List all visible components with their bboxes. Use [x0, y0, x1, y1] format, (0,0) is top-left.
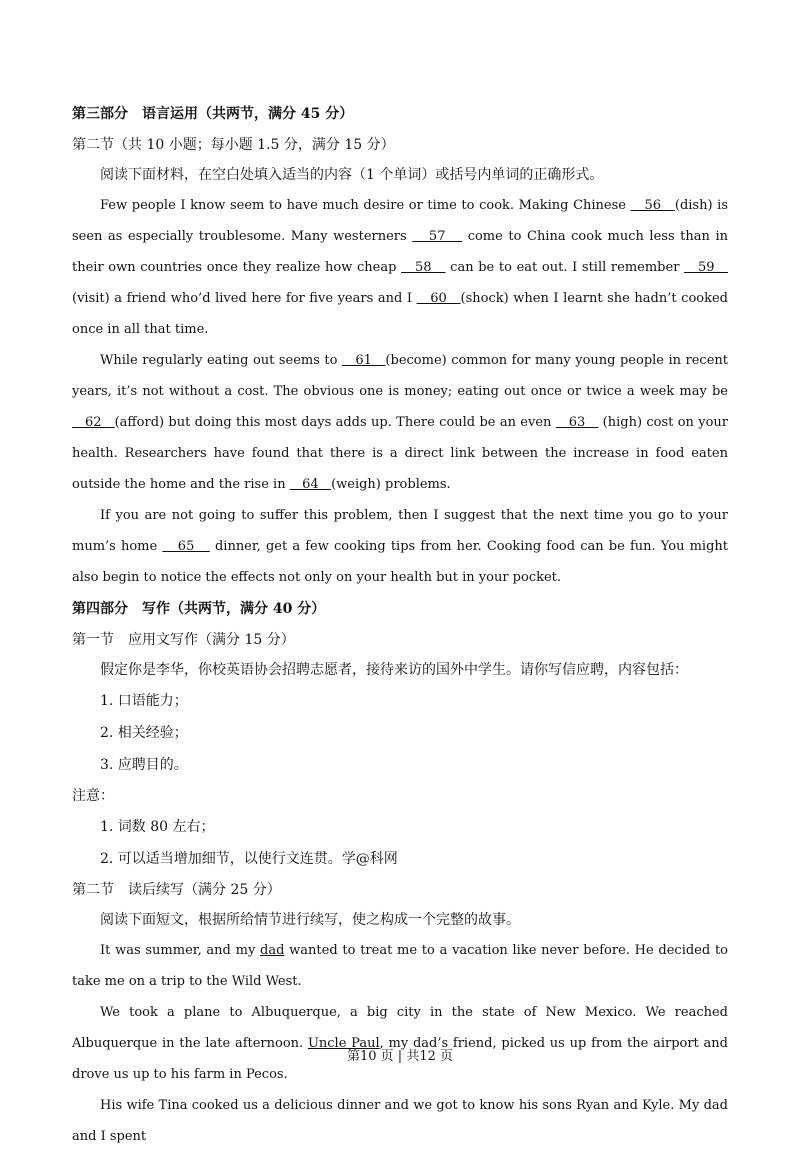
passage-text: Few people I know seem to have much desire or time to cook. Making Chinese [100, 198, 631, 213]
passage-paragraph-2 [72, 345, 728, 500]
passage-text: While regularly eating out seems to [100, 353, 342, 368]
requirement-item-1: 1. 口语能力； [100, 693, 188, 709]
blank-63[interactable]: 63 [555, 415, 599, 430]
note-item-1: 1. 词数 80 左右； [100, 819, 215, 835]
story-paragraph-2 [72, 997, 728, 1090]
story-text: We took a plane to Albuquerque, a big city in the state of New Mexico. We reached Albuquerque in the late afternoon. [72, 1005, 728, 1051]
passage-text: (become) common for many young people in recent years, it’s not without a cost. The obvious one is money; eating out once or twice a week may be [72, 353, 728, 399]
requirement-item-3: 3. 应聘目的。 [100, 757, 188, 773]
story-paragraph-3: His wife Tina cooked us a delicious dinner and we got to know his sons Ryan and Kyle. My dad and I spent [72, 1098, 728, 1144]
part4-heading: 第四部分 写作（共两节，满分 40 分） [72, 601, 326, 617]
passage-text: (high) cost on your health. Researchers have found that there is a direct link between the increase in food eaten outside the home and the rise in [72, 415, 729, 492]
blank-60[interactable]: 60 [416, 291, 461, 306]
part3-section2-title: 第二节（共 10 小题；每小题 1.5 分，满分 15 分） [72, 137, 395, 153]
blank-56[interactable]: 56 [630, 198, 675, 213]
story-text: wanted to treat me to a vacation like never before. He decided to take me on a trip to the Wild West. [72, 943, 728, 989]
blank-65[interactable]: 65 [162, 539, 210, 554]
blank-64[interactable]: 64 [289, 477, 332, 492]
page-content [72, 98, 728, 1152]
part3-instruction: 阅读下面材料，在空白处填入适当的内容（1 个单词）或括号内单词的正确形式。 [100, 167, 604, 183]
part4-section1-title: 第一节 应用文写作（满分 15 分） [72, 632, 295, 648]
underlined-word: dad [260, 943, 285, 958]
passage-paragraph-3 [72, 500, 728, 593]
blank-62[interactable]: 62 [72, 415, 115, 430]
requirement-item-2: 2. 相关经验； [100, 725, 188, 741]
blank-58[interactable]: 58 [401, 260, 446, 275]
underlined-name: Uncle Paul [307, 1036, 380, 1051]
note-label: 注意： [72, 788, 114, 804]
passage-text: (dish) is seen as especially troublesome. Many westerners [72, 198, 728, 244]
part3-heading: 第三部分 语言运用（共两节，满分 45 分） [72, 106, 354, 122]
passage-text: come to China cook much less than in their own countries once they realize how cheap [72, 229, 728, 275]
story-paragraph-1 [72, 935, 728, 997]
page-footer: 第10 页 | 共12 页 [347, 1049, 453, 1064]
blank-59[interactable]: 59 [684, 260, 729, 275]
blank-57[interactable]: 57 [412, 229, 463, 244]
part4-section1-prompt: 假定你是李华，你校英语协会招聘志愿者，接待来访的国外中学生。请你写信应聘，内容包括： [100, 662, 688, 678]
passage-text: (shock) when I learnt she hadn’t cooked once in all that time. [72, 291, 728, 337]
passage-text: (visit) a friend who’d lived here for five years and I [72, 291, 417, 306]
note-item-2: 2. 可以适当增加细节，以使行文连贯。学@科网 [100, 851, 398, 867]
passage-text: can be to eat out. I still remember [445, 260, 685, 275]
story-text: , my dad’s friend, picked us up from the airport and drove us up to his farm in Pecos. [72, 1036, 728, 1082]
part4-section2-title: 第二节 读后续写（满分 25 分） [72, 882, 281, 898]
story-text: It was summer, and my [100, 943, 261, 958]
blank-61[interactable]: 61 [341, 353, 386, 368]
part4-section2-instruction: 阅读下面短文，根据所给情节进行续写，使之构成一个完整的故事。 [100, 912, 520, 928]
passage-text: If you are not going to suffer this problem, then I suggest that the next time you go to your mum’s home [72, 508, 728, 554]
passage-text: dinner, get a few cooking tips from her. Cooking food can be fun. You might also begin to notice the effects not only on your health but in your pocket. [72, 539, 728, 585]
passage-text: (weigh) problems. [331, 477, 451, 492]
passage-paragraph-1 [72, 190, 728, 345]
passage-text: (afford) but doing this most days adds up. There could be an even [114, 415, 556, 430]
